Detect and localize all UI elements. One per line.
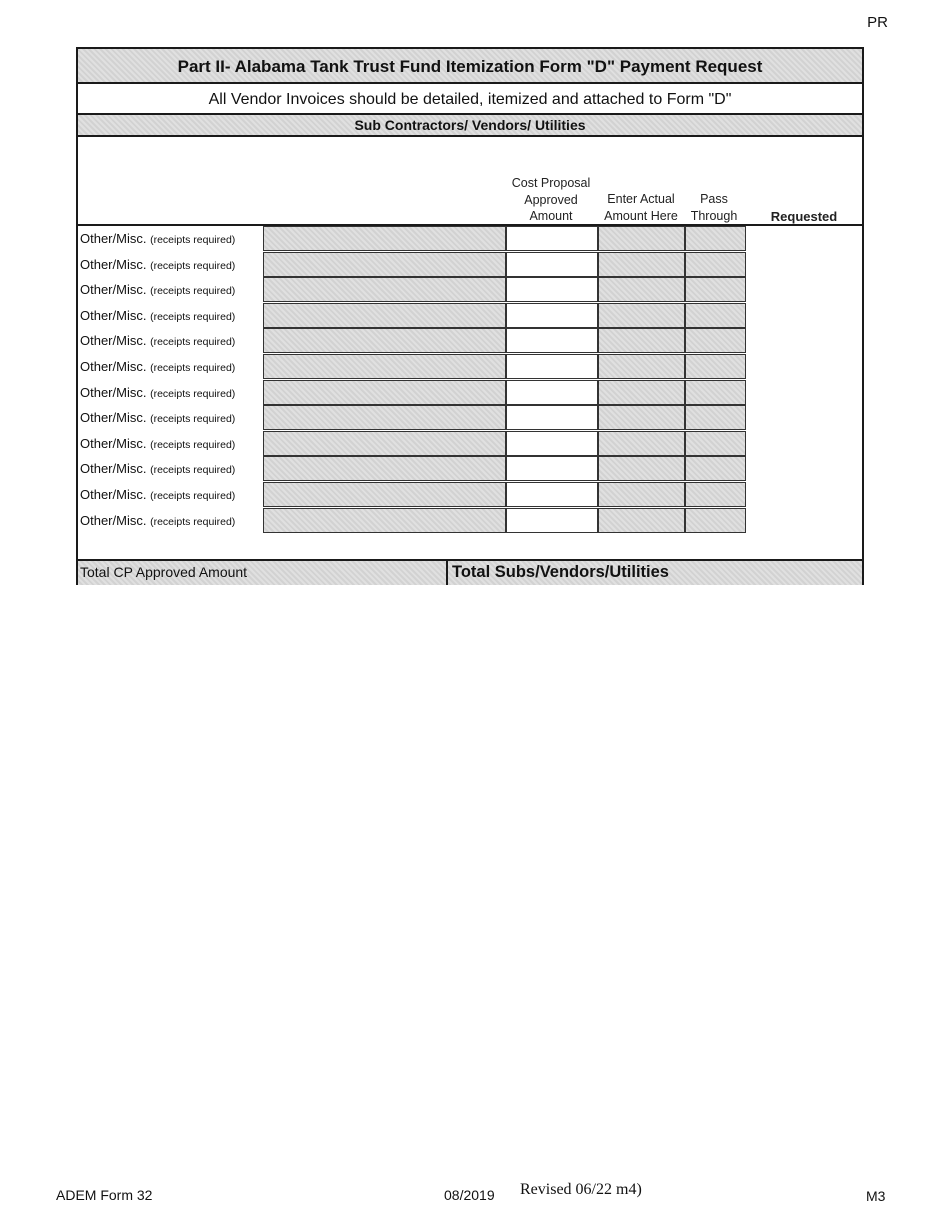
header-pass-line-1: Pass [700,192,728,206]
row-label-note: (receipts required) [150,515,236,528]
header-cost-proposal-approved-amount [506,175,596,225]
cost-proposal-field[interactable] [506,354,598,379]
header-cpa-line-3: Amount [529,209,573,223]
actual-amount-field[interactable] [598,431,685,456]
pass-through-field[interactable] [685,431,746,456]
description-field[interactable] [263,431,506,456]
pass-through-field[interactable] [685,252,746,277]
cost-proposal-field[interactable] [506,482,598,507]
row-label [80,461,262,476]
row-label-note: (receipts required) [150,464,236,477]
pass-through-field[interactable] [685,380,746,405]
totals-divider [446,561,448,585]
pass-through-field[interactable] [685,456,746,481]
row-label [80,333,262,348]
description-field[interactable] [263,277,506,302]
row-label-main: Other/Misc. [80,384,147,400]
description-field[interactable] [263,482,506,507]
actual-amount-field[interactable] [598,482,685,507]
description-field[interactable] [263,354,506,379]
header-requested: Requested [770,209,838,224]
header-cpa-line-2: Approved [524,192,578,207]
totals-row [78,559,862,585]
row-label-main: Other/Misc. [80,410,147,426]
row-label-note: (receipts required) [150,387,236,400]
cost-proposal-field[interactable] [506,277,598,302]
actual-amount-field[interactable] [598,303,685,328]
actual-amount-field[interactable] [598,328,685,353]
header-cpa-line-1: Cost Proposal [511,176,591,190]
actual-amount-field[interactable] [598,226,685,251]
page-corner-label: PR [867,14,888,31]
actual-amount-field[interactable] [598,508,685,533]
row-label-note: (receipts required) [150,438,236,451]
row-label [80,282,262,297]
form-title: Part II- Alabama Tank Trust Fund Itemization Form "D" Payment Request [78,49,862,84]
row-label-note: (receipts required) [150,413,236,426]
footer-date: 08/2019 [444,1187,495,1203]
description-field[interactable] [263,380,506,405]
pass-through-field[interactable] [685,508,746,533]
actual-amount-field[interactable] [598,456,685,481]
total-cp-approved-amount-label: Total CP Approved Amount [80,564,248,580]
row-label-note: (receipts required) [150,285,236,298]
header-actual-line-2: Amount Here [604,208,678,223]
row-label-main: Other/Misc. [80,435,147,451]
cost-proposal-field[interactable] [506,456,598,481]
cost-proposal-field[interactable] [506,328,598,353]
pass-through-field[interactable] [685,354,746,379]
row-label [80,513,262,528]
actual-amount-field[interactable] [598,380,685,405]
cost-proposal-field[interactable] [506,303,598,328]
row-label [80,487,262,502]
row-label-main: Other/Misc. [80,231,147,246]
form-instruction: All Vendor Invoices should be detailed, itemized and attached to Form "D" [78,84,862,115]
cost-proposal-field[interactable] [506,508,598,533]
row-label-main: Other/Misc. [80,487,147,502]
row-label-note: (receipts required) [150,259,236,272]
cost-proposal-field[interactable] [506,252,598,277]
row-label-note: (receipts required) [150,310,236,323]
actual-amount-field[interactable] [598,252,685,277]
pass-through-field[interactable] [685,303,746,328]
actual-amount-field[interactable] [598,354,685,379]
pass-through-field[interactable] [685,277,746,302]
row-label [80,257,262,272]
row-label-main: Other/Misc. [80,282,147,298]
row-label [80,410,262,425]
row-label-main: Other/Misc. [80,333,147,349]
actual-amount-field[interactable] [598,405,685,430]
actual-amount-field[interactable] [598,277,685,302]
description-field[interactable] [263,508,506,533]
pass-through-field[interactable] [685,328,746,353]
footer-page-code: M3 [866,1188,886,1204]
row-label-note: (receipts required) [150,336,236,349]
pass-through-field[interactable] [685,405,746,430]
row-label-main: Other/Misc. [80,256,147,272]
footer-revised-note: Revised 06/22 m4) [520,1181,642,1198]
row-label-note: (receipts required) [150,362,236,374]
row-label [80,308,262,323]
row-label-main: Other/Misc. [80,461,147,477]
itemization-form [76,47,864,585]
row-label-main: Other/Misc. [80,307,147,323]
description-field[interactable] [263,328,506,353]
row-label-note: (receipts required) [150,234,236,246]
row-label-main: Other/Misc. [80,359,147,374]
row-label [80,359,262,374]
cost-proposal-field[interactable] [506,380,598,405]
header-pass-line-2: Through [690,208,738,223]
description-field[interactable] [263,456,506,481]
row-label [80,385,262,400]
footer-form-name: ADEM Form 32 [56,1187,153,1203]
row-label [80,231,262,246]
cost-proposal-field[interactable] [506,405,598,430]
header-pass-through [684,191,744,224]
cost-proposal-field[interactable] [506,431,598,456]
section-heading: Sub Contractors/ Vendors/ Utilities [78,115,862,137]
row-label-note: (receipts required) [150,490,236,502]
total-subs-vendors-utilities-label: Total Subs/Vendors/Utilities [452,563,669,581]
cost-proposal-field[interactable] [506,226,598,251]
description-field[interactable] [263,252,506,277]
pass-through-field[interactable] [685,226,746,251]
description-field[interactable] [263,405,506,430]
description-field[interactable] [263,226,506,251]
row-label [80,436,262,451]
header-enter-actual-amount [598,191,684,224]
description-field[interactable] [263,303,506,328]
header-actual-line-1: Enter Actual [607,192,675,206]
pass-through-field[interactable] [685,482,746,507]
row-label-main: Other/Misc. [80,512,147,528]
